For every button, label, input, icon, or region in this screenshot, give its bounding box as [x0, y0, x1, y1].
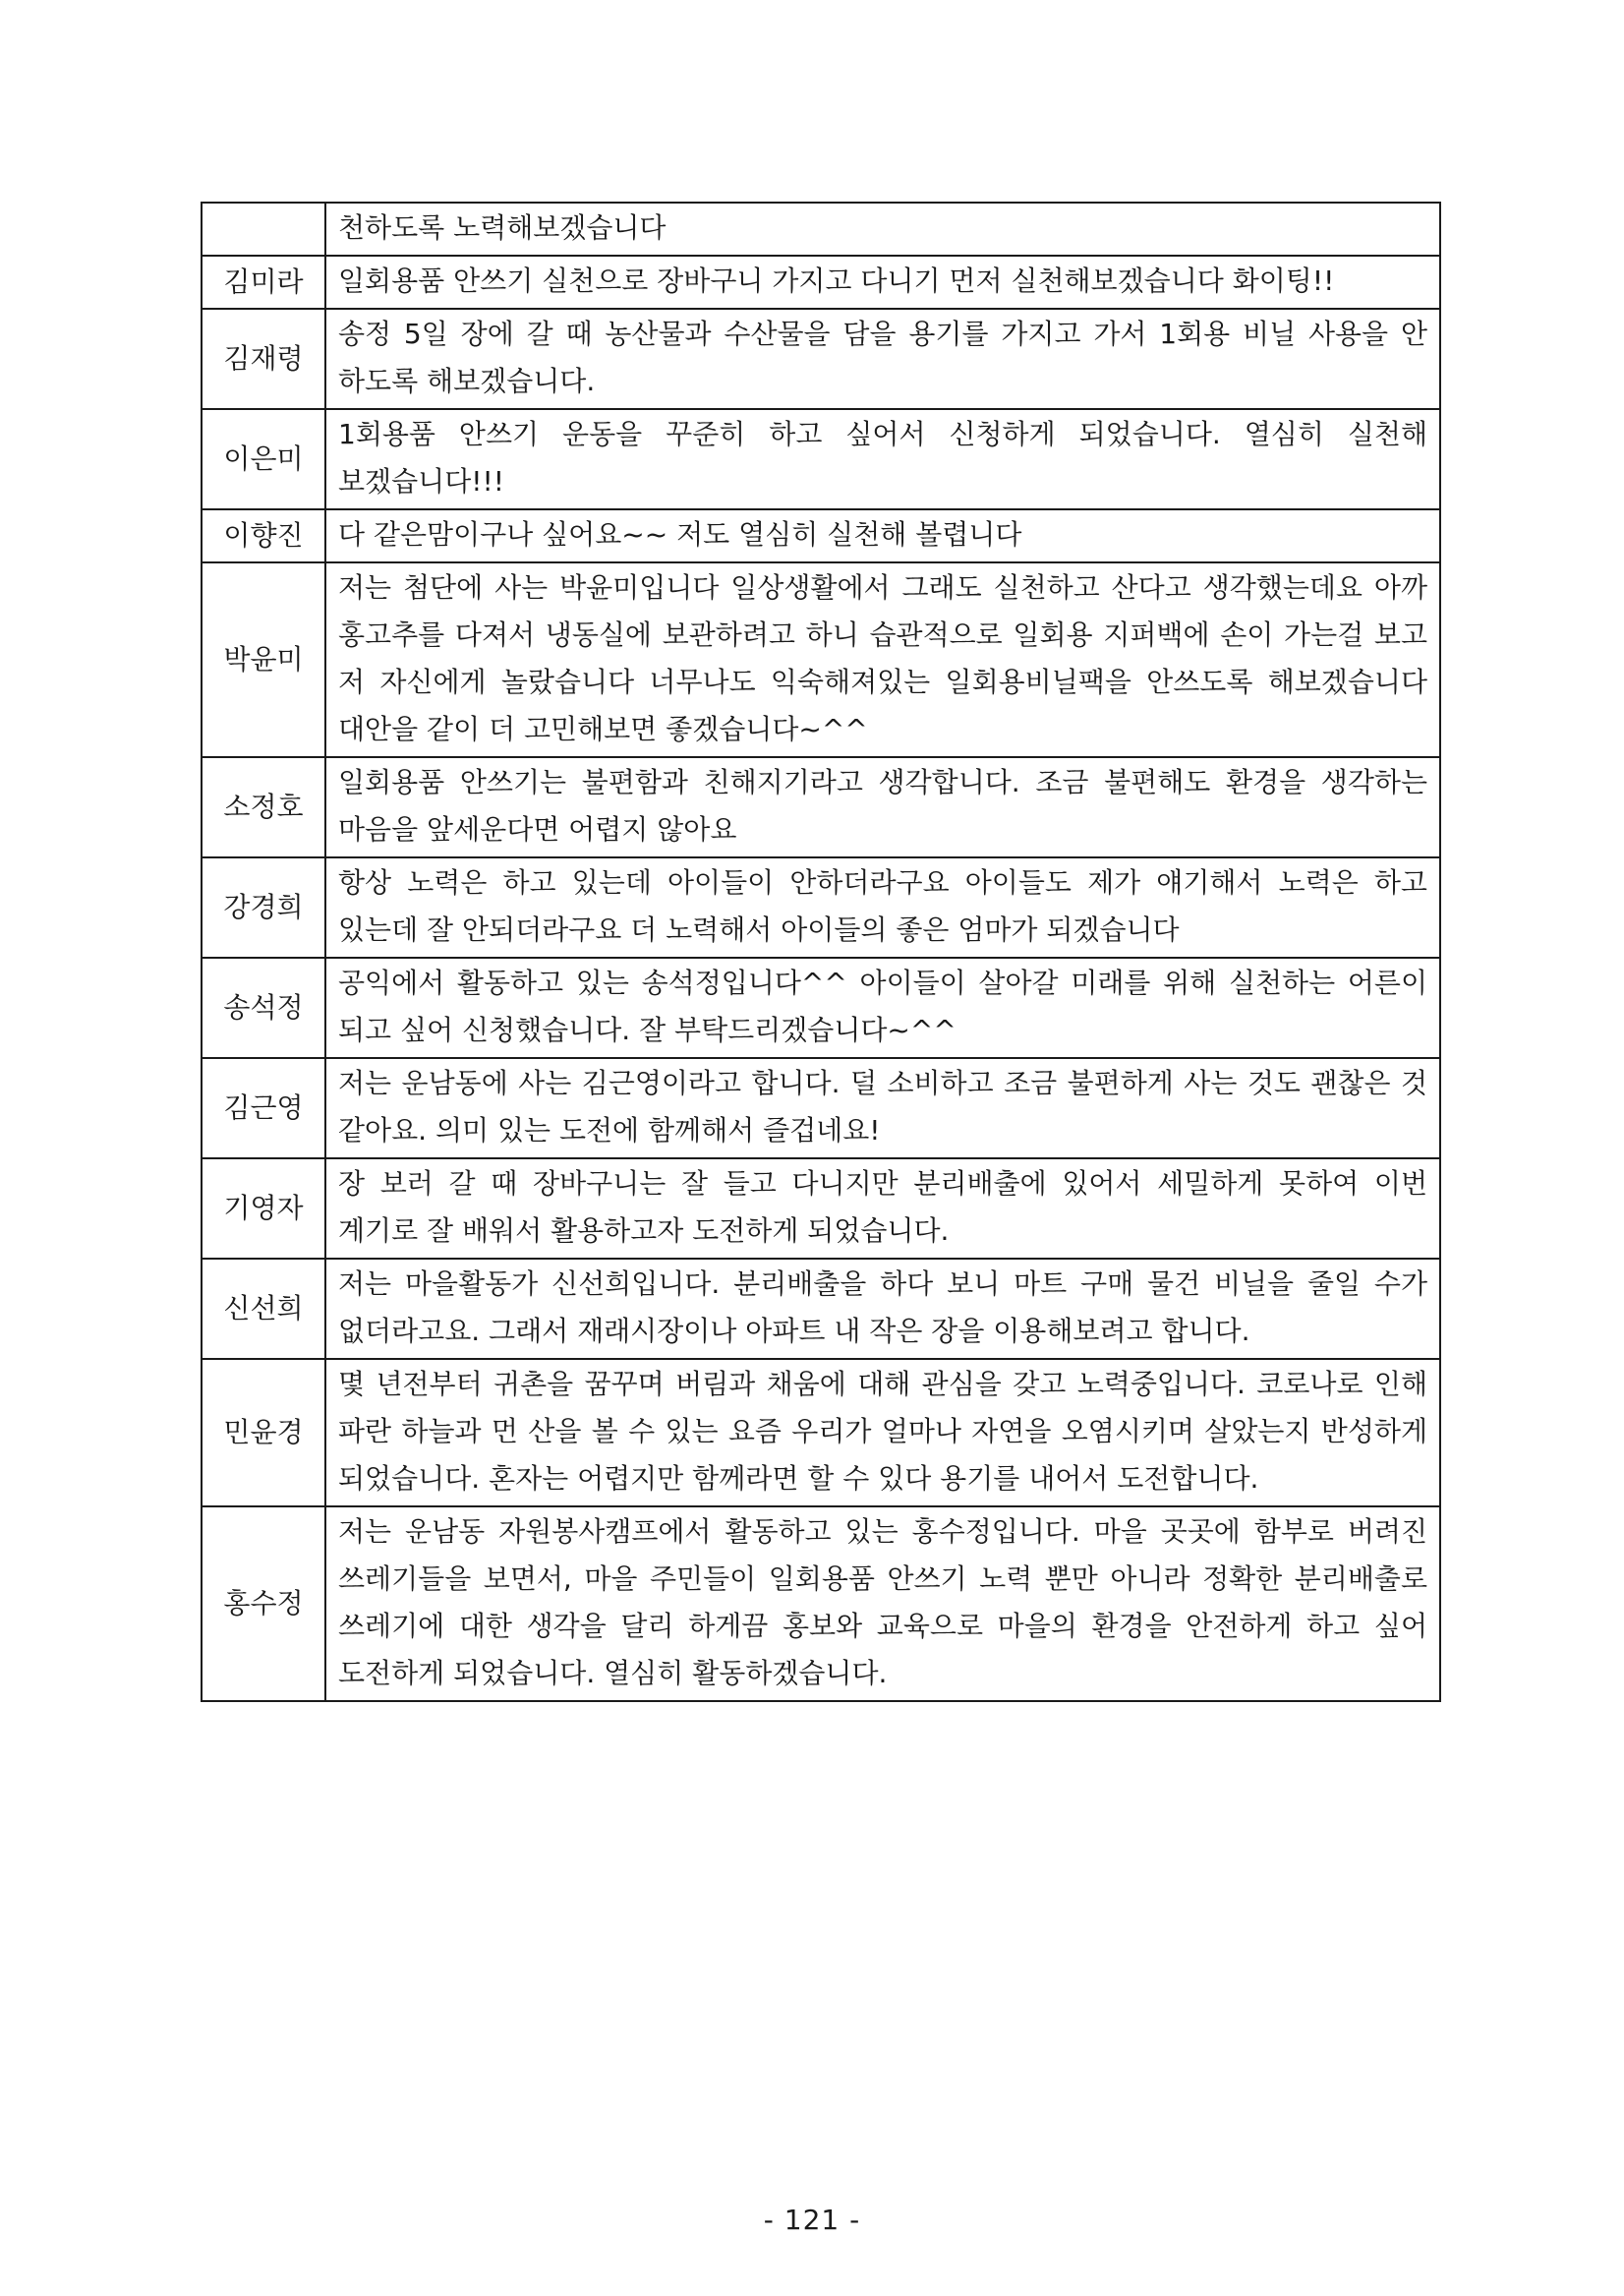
participant-comment: 장 보러 갈 때 장바구니는 잘 들고 다니지만 분리배출에 있어서 세밀하게 못하여 이번 계기로 잘 배워서 활용하고자 도전하게 되었습니다. [325, 1158, 1440, 1259]
table-row [202, 509, 1440, 562]
table-row [202, 1359, 1440, 1506]
participant-comment: 일회용품 안쓰기는 불편함과 친해지기라고 생각합니다. 조금 불편해도 환경을 생각하는 마음을 앞세운다면 어렵지 않아요 [325, 757, 1440, 857]
participant-name: 신선희 [202, 1259, 325, 1359]
participant-comment: 저는 운남동에 사는 김근영이라고 합니다. 덜 소비하고 조금 불편하게 사는 것도 괜찮은 것 같아요. 의미 있는 도전에 함께해서 즐겁네요! [325, 1058, 1440, 1158]
participant-comment: 저는 운남동 자원봉사캠프에서 활동하고 있는 홍수정입니다. 마을 곳곳에 함부로 버려진 쓰레기들을 보면서, 마을 주민들이 일회용품 안쓰기 노력 뿐만 아니라 정확한 분리배출로 쓰레기에 대한 생각을 달리 하게끔 홍보와 교육으로 마을의 환경을 안전하게 하고 싶어 도전하게 되었습니다. 열심히 활동하겠습니다. [325, 1506, 1440, 1701]
participant-name: 민윤경 [202, 1359, 325, 1506]
participant-name: 강경희 [202, 857, 325, 958]
participant-name [202, 203, 325, 256]
table-row [202, 309, 1440, 409]
participant-name: 소정호 [202, 757, 325, 857]
table-row [202, 562, 1440, 757]
participant-comment: 송정 5일 장에 갈 때 농산물과 수산물을 담을 용기를 가지고 가서 1회용 비닐 사용을 안 하도록 해보겠습니다. [325, 309, 1440, 409]
table-row [202, 857, 1440, 958]
participant-name: 박윤미 [202, 562, 325, 757]
participant-comment: 몇 년전부터 귀촌을 꿈꾸며 버림과 채움에 대해 관심을 갖고 노력중입니다. 코로나로 인해 파란 하늘과 먼 산을 볼 수 있는 요즘 우리가 얼마나 자연을 오염시키며 살았는지 반성하게 되었습니다. 혼자는 어렵지만 함께라면 할 수 있다 용기를 내어서 도전합니다. [325, 1359, 1440, 1506]
participant-name: 송석정 [202, 958, 325, 1058]
participant-comments-table [201, 202, 1441, 1702]
table-body [202, 203, 1440, 1701]
participant-name: 홍수정 [202, 1506, 325, 1701]
participant-comment: 저는 마을활동가 신선희입니다. 분리배출을 하다 보니 마트 구매 물건 비닐을 줄일 수가 없더라고요. 그래서 재래시장이나 아파트 내 작은 장을 이용해보려고 합니다. [325, 1259, 1440, 1359]
participant-comment: 저는 첨단에 사는 박윤미입니다 일상생활에서 그래도 실천하고 산다고 생각했는데요 아까 홍고추를 다져서 냉동실에 보관하려고 하니 습관적으로 일회용 지퍼백에 손이 가는걸 보고 저 자신에게 놀랐습니다 너무나도 익숙해져있는 일회용비닐팩을 안쓰도록 해보겠습니다 대안을 같이 더 고민해보면 좋겠습니다~^^ [325, 562, 1440, 757]
participant-name: 김미라 [202, 256, 325, 309]
participant-comment: 항상 노력은 하고 있는데 아이들이 안하더라구요 아이들도 제가 얘기해서 노력은 하고 있는데 잘 안되더라구요 더 노력해서 아이들의 좋은 엄마가 되겠습니다 [325, 857, 1440, 958]
table-row [202, 1259, 1440, 1359]
table-row [202, 1506, 1440, 1701]
table-row [202, 203, 1440, 256]
table-row [202, 409, 1440, 509]
table-row [202, 1058, 1440, 1158]
participant-comment: 다 같은맘이구나 싶어요~~ 저도 열심히 실천해 볼렵니다 [325, 509, 1440, 562]
participant-name: 김재령 [202, 309, 325, 409]
participant-comment: 일회용품 안쓰기 실천으로 장바구니 가지고 다니기 먼저 실천해보겠습니다 화이팅!! [325, 256, 1440, 309]
table-row [202, 1158, 1440, 1259]
participant-comment: 천하도록 노력해보겠습니다 [325, 203, 1440, 256]
table-row [202, 958, 1440, 1058]
participant-name: 이향진 [202, 509, 325, 562]
participant-comment: 공익에서 활동하고 있는 송석정입니다^^ 아이들이 살아갈 미래를 위해 실천하는 어른이 되고 싶어 신청했습니다. 잘 부탁드리겠습니다~^^ [325, 958, 1440, 1058]
page-number: - 121 - [763, 2204, 861, 2236]
participant-comment: 1회용품 안쓰기 운동을 꾸준히 하고 싶어서 신청하게 되었습니다. 열심히 실천해 보겠습니다!!! [325, 409, 1440, 509]
table-row [202, 757, 1440, 857]
participant-name: 이은미 [202, 409, 325, 509]
table-row [202, 256, 1440, 309]
participant-name: 기영자 [202, 1158, 325, 1259]
participant-name: 김근영 [202, 1058, 325, 1158]
